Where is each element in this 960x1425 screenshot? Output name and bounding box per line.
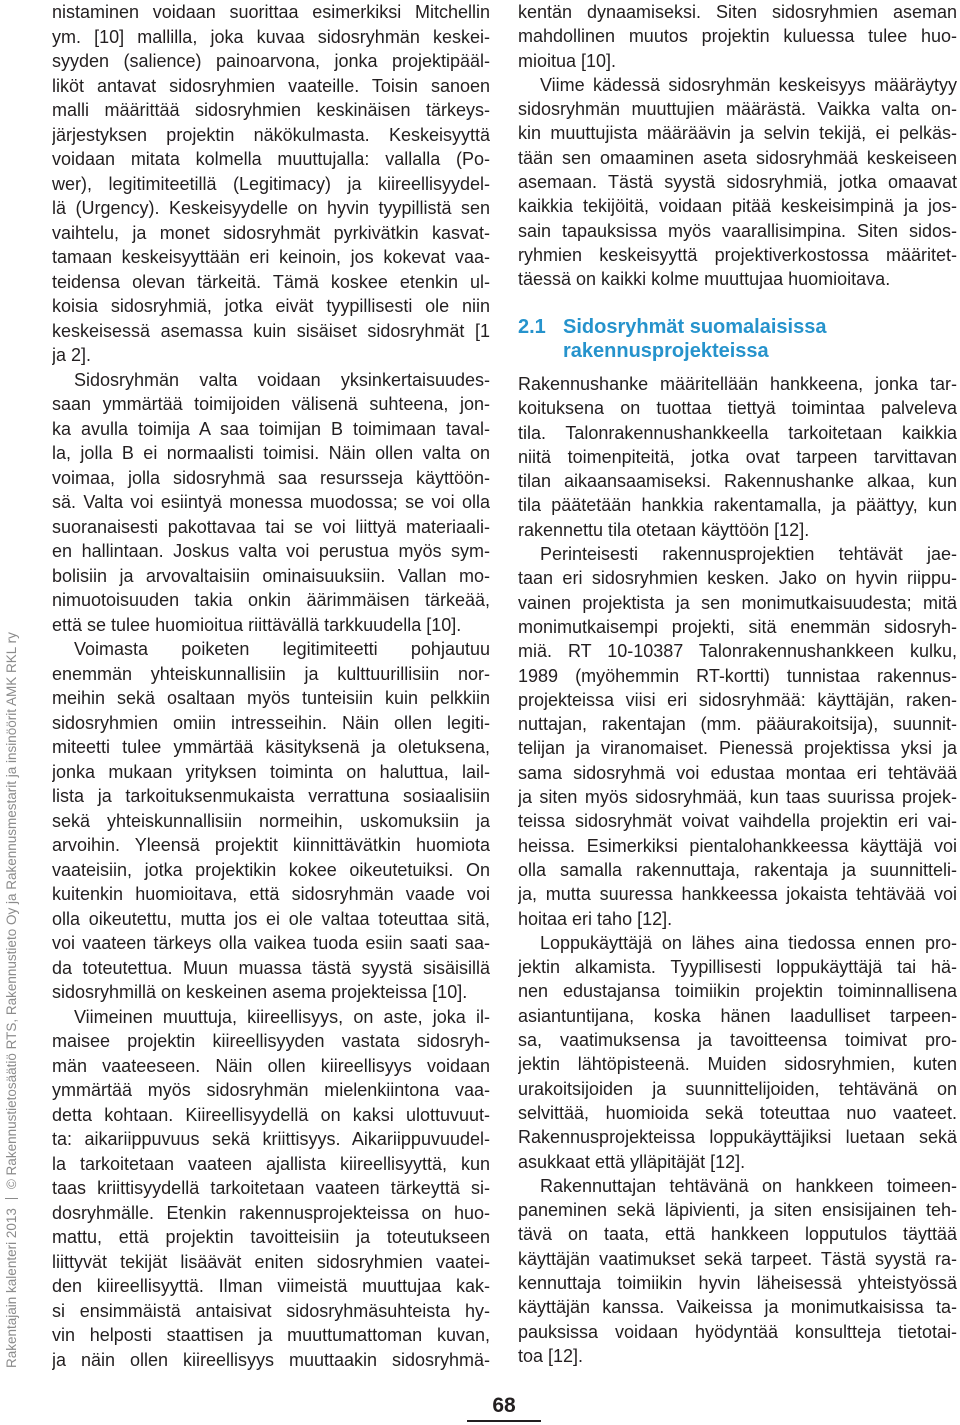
text-line: dosryhmälle. Etenkin rakennusprojekteissa on huo- <box>52 1202 490 1223</box>
text-line: että se tulee huomioitua riittävällä tarkkuudella [10]. <box>52 614 462 635</box>
copyright-notice: © Rakennustietosäätiö RTS, Rakennustieto Oy ja Rakennusmestarit ja insinöörit AMK RKL ry <box>4 632 19 1190</box>
text-line: kuitenkin huomioitava, että sidosryhmän vaade voi <box>52 884 490 904</box>
text-line: en hallintaan. Joskus valta voi perustua myös sym- <box>52 541 490 561</box>
text-line: toa [12]. <box>518 1345 584 1366</box>
paragraph <box>52 0 490 368</box>
section-heading <box>518 315 957 363</box>
text-line: asiantuntijana, koska hänen laadulliset tarpeen- <box>518 1005 957 1026</box>
text-line: Voimasta poiketen legitimiteetti pohjautuu <box>74 639 490 659</box>
text-line: nen edustajansa toimiikin projektin toiminnallisena <box>518 981 957 1002</box>
text-line: wer), legitimiteetillä (Legitimacy) ja kiireellisyydel- <box>52 173 490 194</box>
text-line: tila päätetään hankkia rakentamalla, ja päättyy, kun <box>518 495 957 516</box>
text-line: ja 2]. <box>52 345 92 365</box>
text-line: pauksissa voidaan hyödyntää konsultteja tietotai- <box>518 1321 957 1342</box>
text-line: nuttajan, rakentajan (mm. pääurakoitsija), suunnit- <box>518 714 957 735</box>
text-line: mattu, että projektin tavoitteisiin ja toteutukseen <box>52 1227 490 1247</box>
text-line: tila. Talonrakennushankkeella tarkoitetaan kaikkia <box>518 422 957 443</box>
text-line: monimutkaisempi projekti, sitä enemmän sidosryh- <box>518 616 957 637</box>
text-line: sidosryhmillä on keskeinen asema projekteissa [10]. <box>52 982 468 1002</box>
text-line: sidosryhmien omiin intresseihin. Näin ollen legiti- <box>52 712 490 733</box>
text-line: syyden (salience) painoarvona, jonka projektipääl- <box>52 51 490 71</box>
text-line: ta: aikariippuvuus sekä kriittisyys. Aikariippuvuudel- <box>52 1129 490 1149</box>
text-line: mahdollinen muutos projektin kuluessa tulee huo- <box>518 26 957 47</box>
text-line: nimuotoisuuden takia onkin äärimmäisen tärkeää, <box>52 590 490 610</box>
text-line: käyttäjän kanssa. Vaikeissa ja monimutkaisissa ta- <box>518 1297 957 1318</box>
paragraph <box>518 73 957 292</box>
text-line: hoitaa eri taho [12]. <box>518 908 673 929</box>
text-line: vaateisiin, jotka projektikin kokee oikeutetuiksi. On <box>52 859 490 880</box>
page-number-rule <box>467 1420 541 1422</box>
text-line: Rakennuttajan tehtävänä on hankkeen toimeen- <box>540 1175 957 1196</box>
text-line: asukkaat että ylläpitäjät [12]. <box>518 1151 746 1172</box>
text-line: urakoitsijoiden ja suunnittelijoiden, tehtävänä on <box>518 1078 957 1099</box>
text-line: enemmän yhteiskunnallisiin ja kulttuurillisiin nor- <box>52 663 490 684</box>
text-line: kennuttaja toimiikin hyvin läheisessä yhteistyössä <box>518 1272 957 1293</box>
text-line: sa, vaatimuksensa ja tavoitteensa toimivat pro- <box>518 1030 957 1051</box>
paragraph <box>518 0 957 73</box>
text-line: tävä on taata, että hankkeen lopputulos täyttää <box>518 1224 957 1245</box>
text-line: keskeisessä asemassa kuin sisäiset sidosryhmät [1 <box>52 320 490 341</box>
text-line: suoranaisesti pakottavaa tai se voi liittyä materiaali- <box>52 516 490 537</box>
text-line: da toteutettua. Muun muassa tästä syystä sisäisillä <box>52 957 490 978</box>
text-line: täessä on kaikki kolme muuttujaa huomioitava. <box>518 269 891 290</box>
text-line: olla oikeutettu, mutta jos ei ole valtaa toteuttaa sitä, <box>52 908 490 929</box>
text-line: nistaminen voidaan suorittaa esimerkiksi Mitchellin <box>52 2 490 22</box>
text-line: käyttäjän vaatimukset sekä tarpeet. Tästä syystä ra- <box>518 1248 957 1269</box>
text-line: Sidosryhmän valta voidaan yksinkertaisuudes- <box>74 369 490 390</box>
text-line: maisee projektin kiireellisyyden vastata sidosryh- <box>52 1031 490 1051</box>
text-line: si ensimmäistä antaisivat sidosryhmäsuhteista hy- <box>52 1300 490 1321</box>
text-line: selvittää, huomioida sekä toteuttaa nuo vaateet. <box>518 1102 957 1123</box>
text-line: taan eri sidosryhmien kesken. Jako on hyvin riippu- <box>518 568 957 589</box>
text-line: vaihtelu, ja monet sidosryhmät pyrkivätkin kasvat- <box>52 222 490 243</box>
text-line: kin muuttujista määräävin ja selvin tekijä, ei pelkäs- <box>518 123 957 144</box>
text-line: kentän dynaamiseksi. Siten sidosryhmien aseman <box>518 2 957 22</box>
text-line: voi vaateen tärkeys olla vaikea tuoda esiin saati saa- <box>52 933 490 953</box>
publication-sidebar <box>3 568 21 1368</box>
text-line: Rakennushanke määritellään hankkeena, jonka tar- <box>518 374 957 394</box>
text-line: koisia sidosryhmiä, jotka eivät tyypillisesti ole niin <box>52 296 490 316</box>
text-line: arvoihin. Yleensä projektit kiinnittävätkin huomiota <box>52 835 490 855</box>
text-line: tään sen omaaminen aseta sidosryhmää keskeiseen <box>518 147 957 168</box>
text-line: voidaan mitata kolmella muuttujalla: vallalla (Po- <box>52 149 490 169</box>
text-line: paneminen sekä läpivienti, ja siten ensisijainen teh- <box>518 1200 957 1221</box>
text-line: Rakennusprojekteissa loppukäyttäjiksi luetaan sekä <box>518 1127 957 1148</box>
text-line: män vaateeseen. Näin ollen kiireellisyys voidaan <box>52 1055 490 1076</box>
text-line: lä (Urgency). Keskeisyydelle on hyvin tyypillistä sen <box>52 198 490 218</box>
text-line: niitä toimenpiteitä, jotka ovat tarpeen tarvittavan <box>518 446 957 467</box>
text-line: jektin alkamista. Tyypillisesti loppukäyttäjä tai hä- <box>518 957 957 978</box>
text-line: teissa sidosryhmät voivat vaihdella projektin eri vai- <box>518 811 957 832</box>
text-line: sä. Valta voi esiintyä monessa muodossa; se voi olla <box>52 492 490 512</box>
text-line: 1989 (myöhemmin RT-kortti) tunnistaa rakennus- <box>518 665 957 686</box>
text-line: ka avulla toimija A saa toimijan B toimimaan taval- <box>52 418 490 439</box>
section-title-line: rakennusprojekteissa <box>563 340 769 362</box>
text-line: miteetti tulee ymmärtää käsityksenä ja oletuksena, <box>52 737 490 757</box>
text-line: ryhmien keskeisyyttä projektiverkostossa määritet- <box>518 244 957 265</box>
right-column-section-body <box>518 372 957 1368</box>
text-line: meihin sekä osaltaan myös tunteisiin kuin pelkkiin <box>52 688 490 708</box>
text-line: voimaa, jolla sidosryhmä saa resursseja käyttöön- <box>52 467 490 488</box>
text-line: rakennettu tila otetaan käyttöön [12]. <box>518 519 810 540</box>
text-line: jektin lähtöpisteenä. Muiden sidosryhmien, kuten <box>518 1054 957 1075</box>
text-line: Viime kädessä sidosryhmän keskeisyys määräytyy <box>540 74 957 95</box>
text-line: ymmärtää myös sidosryhmän mielenkiintona vaa- <box>52 1080 490 1100</box>
paragraph <box>518 372 957 542</box>
text-line: ja siten myös sidosryhmää, kun taas suurissa projek- <box>518 787 957 808</box>
page-number: 68 <box>492 1394 516 1417</box>
text-line: projekteissa viisi eri sidosryhmää: käyttäjän, raken- <box>518 689 957 710</box>
text-line: sekä yhteiskunnallisiin normeihin, uskomuksiin ja <box>52 810 490 831</box>
text-line: telijan ja viranomaiset. Pienessä projektissa yksi ja <box>518 738 957 759</box>
text-line: Viimeinen muuttuja, kiireellisyys, on aste, joka il- <box>74 1006 490 1027</box>
text-line: olla samalla rakennuttaja, rakentaja ja suunnitteli- <box>518 859 957 880</box>
text-line: vin helposti staattisen ja muuttumattoman kuvan, <box>52 1325 490 1345</box>
text-line: tamaan keskeisyyttään eri keinoin, jos kokevat vaa- <box>52 247 490 267</box>
text-line: Loppukäyttäjä on lähes aina tiedossa ennen pro- <box>540 932 957 953</box>
text-line: la tarkoitetaan vaateen ajallista kiireellisyyttä, kun <box>52 1153 490 1174</box>
text-line: sidosryhmän muuttujien määrästä. Vaikka valta on- <box>518 99 957 120</box>
text-line: den kiireellisyyttä. Ilman viimeistä muuttujaa kak- <box>52 1276 490 1296</box>
text-line: ja, mutta suuressa hankkeessa jokaista tehtävää voi <box>518 884 957 905</box>
text-line: järjestyksen projektin näkökulmasta. Keskeisyyttä <box>52 124 490 145</box>
text-line: ja näin ollen kiireellisyys muuttaakin sidosryhmä- <box>52 1349 490 1370</box>
text-line: taas kriittisyydellä tarkoitetaan vaateen tärkeyttä si- <box>52 1178 490 1198</box>
paragraph <box>52 637 490 1005</box>
text-line: miä. RT 10-10387 Talonrakennushankkeen kulku, <box>518 641 957 662</box>
text-line: saan ymmärtää toimijoiden välisenä suhteena, jon- <box>52 394 490 414</box>
separator <box>5 1198 18 1199</box>
text-line: ym. [10] mallilla, joka kuvaa sidosryhmän keskei- <box>52 26 490 47</box>
paragraph <box>52 1005 490 1373</box>
text-line: liittyvät tekijät lisäävät eniten sidosryhmien vaatei- <box>52 1251 490 1272</box>
text-line: sama sidosryhmä voi edustaa montaa eri tehtävää <box>518 762 957 783</box>
text-line: koituksena on tuottaa tiettyä toimintaa palveleva <box>518 398 957 419</box>
text-line: jonka mukaan yrityksen toiminta on haluttua, lail- <box>52 761 490 782</box>
text-line: lista ja tarkoituksenmukaista verrattuna sosiaalisiin <box>52 786 490 806</box>
text-line: liköt antavat sidosryhmien vaateille. Toisin sanoen <box>52 75 490 96</box>
section-number: 2.1 <box>518 316 546 338</box>
text-line: teidensa olevan tärkeitä. Tämä koskee etenkin ul- <box>52 271 490 292</box>
paragraph <box>518 542 957 931</box>
paragraph <box>518 1174 957 1368</box>
text-line: vainen projektista ja sen monimutkaisuudesta; mitä <box>518 592 957 613</box>
paragraph <box>518 931 957 1174</box>
publication-title: Rakentajain kalenteri 2013 <box>4 1208 19 1368</box>
text-line: tilan aikaansaamiseksi. Rakennushanke alkaa, kun <box>518 471 957 492</box>
section-title <box>563 315 826 363</box>
text-line: bolisiin ja arvovaltaisiin ominaisuuksiin. Vallan mo- <box>52 565 490 586</box>
left-column <box>52 0 490 1372</box>
text-line: heissa. Esimerkiksi pientalohankkeessa käyttäjä voi <box>518 835 957 856</box>
text-line: mioitua [10]. <box>518 50 617 71</box>
text-line: asemaan. Tästä syystä sidosryhmiä, jotka omaavat <box>518 172 957 193</box>
text-line: kaikkia tekijöitä, voidaan pitää keskeisimpinä ja jos- <box>518 196 957 217</box>
text-line: malli määrittää sidosryhmien keskinäisen tärkeys- <box>52 100 490 120</box>
paragraph <box>52 368 490 638</box>
text-line: Perinteisesti rakennusprojektien tehtävät jae- <box>540 544 957 565</box>
text-line: detta kohtaan. Kiireellisyydellä on kaksi ulottuvuut- <box>52 1104 490 1125</box>
right-column-intro <box>518 0 957 292</box>
text-line: sain tapauksissa myös vaarallisimpina. Siten sidos- <box>518 220 957 241</box>
section-title-line: Sidosryhmät suomalaisissa <box>563 316 827 338</box>
text-line: la, jolla B ei normaalisti toimisi. Näin ollen valta on <box>52 443 490 463</box>
